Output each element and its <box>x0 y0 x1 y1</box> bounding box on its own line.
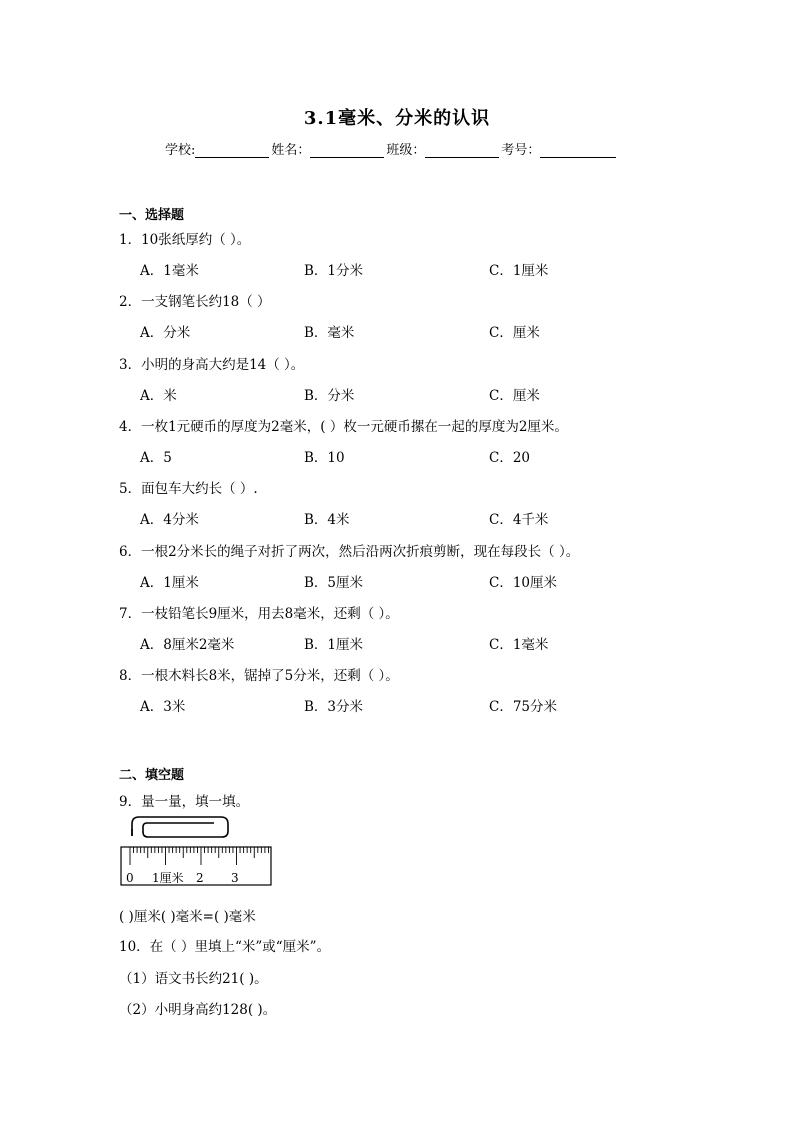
ruler-figure <box>118 815 274 889</box>
question-1-option-b[interactable]: B．1分米 <box>304 263 364 279</box>
school-label: 学校: <box>165 143 196 158</box>
question-4-option-c[interactable]: C．20 <box>489 450 531 466</box>
school-blank[interactable] <box>195 143 269 158</box>
question-4-option-a[interactable]: A．5 <box>140 450 172 466</box>
question-8-option-a[interactable]: A．3米 <box>140 699 186 715</box>
exam-no-blank[interactable] <box>540 143 616 158</box>
question-2-option-b[interactable]: B．毫米 <box>304 325 355 341</box>
class-blank[interactable] <box>425 143 499 158</box>
question-10-item-2[interactable]: （2）小明身高约128( )。 <box>119 1002 277 1018</box>
question-4-option-b[interactable]: B．10 <box>304 450 345 466</box>
question-7-option-a[interactable]: A．8厘米2毫米 <box>140 637 235 653</box>
question-6-option-c[interactable]: C．10厘米 <box>489 575 558 591</box>
question-6: 6．一根2分米长的绳子对折了两次，然后沿两次折痕剪断，现在每段长（ ）。 <box>119 544 580 560</box>
ruler-label-0: 0 <box>126 871 134 885</box>
question-5: 5．面包车大约长（ ）. <box>119 481 258 497</box>
page-title: 3.1毫米、分米的认识 <box>303 108 491 129</box>
question-5-option-a[interactable]: A．4分米 <box>140 512 199 528</box>
question-5-option-b[interactable]: B．4米 <box>304 512 350 528</box>
question-3-option-b[interactable]: B．分米 <box>304 388 355 404</box>
question-7: 7．一枝铅笔长9厘米，用去8毫米，还剩（ ）。 <box>119 606 399 622</box>
student-info-line <box>165 139 618 158</box>
ruler-ticks <box>130 847 268 865</box>
ruler-label-2: 2 <box>196 871 204 885</box>
question-2-option-c[interactable]: C．厘米 <box>489 325 540 341</box>
question-4: 4．一枚1元硬币的厚度为2毫米，( ）枚一元硬币摞在一起的厚度为2厘米。 <box>119 419 568 435</box>
question-6-option-b[interactable]: B．5厘米 <box>304 575 364 591</box>
ruler-label-1: 1厘米 <box>152 871 184 885</box>
question-8-option-b[interactable]: B．3分米 <box>304 699 364 715</box>
question-3-option-a[interactable]: A．米 <box>140 388 177 404</box>
question-2: 2．一支钢笔长约18（ ） <box>119 294 271 310</box>
ruler-label-3: 3 <box>231 871 239 885</box>
section-heading-choice: 一、选择题 <box>119 208 185 223</box>
question-1: 1．10张纸厚约（ ）。 <box>119 232 251 248</box>
paper-clip-icon <box>132 817 228 837</box>
question-7-option-b[interactable]: B．1厘米 <box>304 637 364 653</box>
question-7-option-c[interactable]: C．1毫米 <box>489 637 549 653</box>
section-heading-fill: 二、填空题 <box>119 768 185 783</box>
question-10-item-1[interactable]: （1）语文书长约21( )。 <box>119 971 268 987</box>
exam-no-label: 考号： <box>501 143 541 158</box>
question-1-option-a[interactable]: A．1毫米 <box>140 263 199 279</box>
question-8-option-c[interactable]: C．75分米 <box>489 699 558 715</box>
question-6-option-a[interactable]: A．1厘米 <box>140 575 199 591</box>
name-blank[interactable] <box>310 143 384 158</box>
question-9: 9．量一量，填一填。 <box>119 794 250 810</box>
name-label: 姓名： <box>271 143 311 158</box>
question-8: 8．一根木料长8米，锯掉了5分米，还剩（ ）。 <box>119 668 399 684</box>
question-2-option-a[interactable]: A．分米 <box>140 325 191 341</box>
question-3: 3．小明的身高大约是14（ ）。 <box>119 357 305 373</box>
question-5-option-c[interactable]: C．4千米 <box>489 512 549 528</box>
question-1-option-c[interactable]: C．1厘米 <box>489 263 549 279</box>
question-3-option-c[interactable]: C．厘米 <box>489 388 540 404</box>
question-9-answer-line[interactable]: ( )厘米( )毫米=( )毫米 <box>119 909 256 925</box>
question-10: 10．在（ ）里填上“米”或“厘米”。 <box>119 939 331 955</box>
class-label: 班级： <box>386 143 426 158</box>
